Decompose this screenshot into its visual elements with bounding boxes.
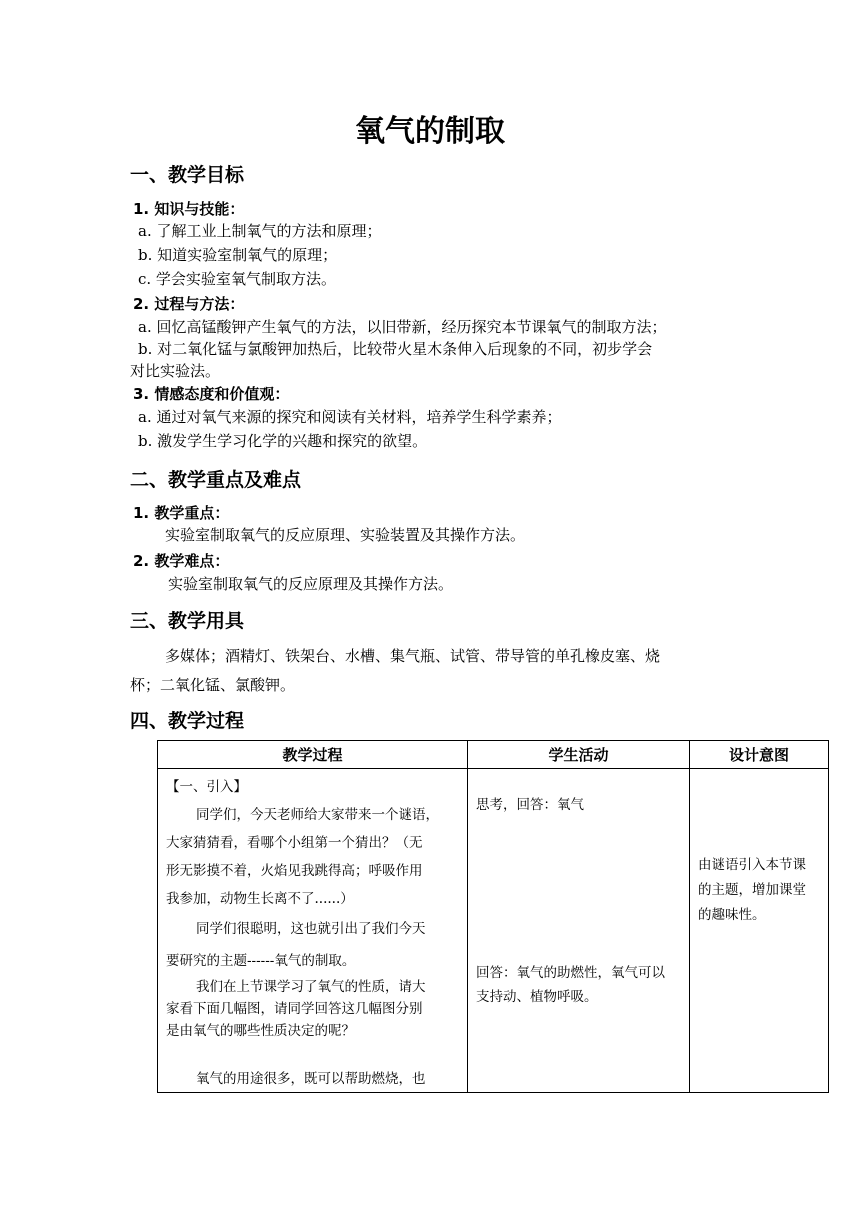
section-heading-keypoints: 二、教学重点及难点 [130, 469, 302, 491]
table-header-cell: 教学过程 [158, 741, 468, 769]
activity-line: 思考，回答：氧气 [476, 797, 584, 813]
process-line: 【一、引入】 [166, 779, 247, 795]
process-cell [158, 769, 468, 1093]
tools-line: 杯；二氧化锰、氯酸钾。 [130, 676, 296, 694]
goal-item: a. 通过对氧气来源的探究和阅读有关材料，培养学生科学素养； [138, 408, 562, 426]
subheading-values: 3. 情感态度和价值观： [133, 385, 290, 403]
student-activity-cell [468, 769, 690, 1093]
process-line: 是由氧气的哪些性质决定的呢？ [166, 1023, 355, 1039]
activity-line: 支持动、植物呼吸。 [476, 989, 598, 1005]
design-intent-cell [690, 769, 829, 1093]
process-line: 我们在上节课学习了氧气的性质，请大 [196, 979, 426, 995]
goal-item: c. 学会实验室氧气制取方法。 [138, 270, 336, 288]
process-line: 大家猜猜看，看哪个小组第一个猜出？（无 [166, 835, 423, 851]
process-line: 家看下面几幅图，请同学回答这几幅图分别 [166, 1001, 423, 1017]
subheading-process: 2. 过程与方法： [133, 295, 245, 313]
intent-line: 的主题，增加课堂 [698, 882, 806, 898]
tools-line: 多媒体；酒精灯、铁架台、水槽、集气瓶、试管、带导管的单孔橡皮塞、烧 [165, 647, 661, 665]
goal-item: 对比实验法。 [130, 362, 221, 380]
subheading-knowledge: 1. 知识与技能： [133, 200, 245, 218]
keypoint-text: 实验室制取氧气的反应原理、实验装置及其操作方法。 [165, 526, 526, 544]
subheading-keypoint: 1. 教学重点： [133, 504, 230, 522]
activity-line: 回答：氧气的助燃性，氧气可以 [476, 965, 665, 981]
table-header-cell: 设计意图 [690, 741, 829, 769]
process-line: 氧气的用途很多，既可以帮助燃烧，也 [196, 1071, 426, 1087]
goal-item: b. 对二氧化锰与氯酸钾加热后，比较带火星木条伸入后现象的不同，初步学会 [138, 340, 653, 358]
process-line: 我参加，动物生长离不了......） [166, 891, 354, 907]
process-line: 形无影摸不着，火焰见我跳得高；呼吸作用 [166, 863, 423, 879]
section-heading-goals: 一、教学目标 [130, 164, 245, 186]
process-line: 同学们，今天老师给大家带来一个谜语， [196, 807, 439, 823]
goal-item: b. 激发学生学习化学的兴趣和探究的欲望。 [138, 432, 428, 450]
table-header-row [158, 741, 829, 769]
table-header-cell: 学生活动 [468, 741, 690, 769]
subheading-difficulty: 2. 教学难点： [133, 552, 230, 570]
table-row [158, 769, 829, 1093]
process-line: 要研究的主题------氧气的制取。 [166, 953, 356, 969]
goal-item: a. 回忆高锰酸钾产生氧气的方法，以旧带新，经历探究本节课氧气的制取方法； [138, 318, 667, 336]
goal-item: a. 了解工业上制氧气的方法和原理； [138, 222, 382, 240]
intent-line: 由谜语引入本节课 [698, 857, 806, 873]
page-title: 氧气的制取 [355, 114, 505, 149]
process-line: 同学们很聪明，这也就引出了我们今天 [196, 921, 426, 937]
goal-item: b. 知道实验室制氧气的原理； [138, 246, 338, 264]
intent-line: 的趣味性。 [698, 907, 766, 923]
section-heading-tools: 三、教学用具 [130, 610, 245, 632]
difficulty-text: 实验室制取氧气的反应原理及其操作方法。 [168, 575, 454, 593]
section-heading-process: 四、教学过程 [130, 710, 245, 732]
teaching-process-table [157, 740, 829, 1093]
